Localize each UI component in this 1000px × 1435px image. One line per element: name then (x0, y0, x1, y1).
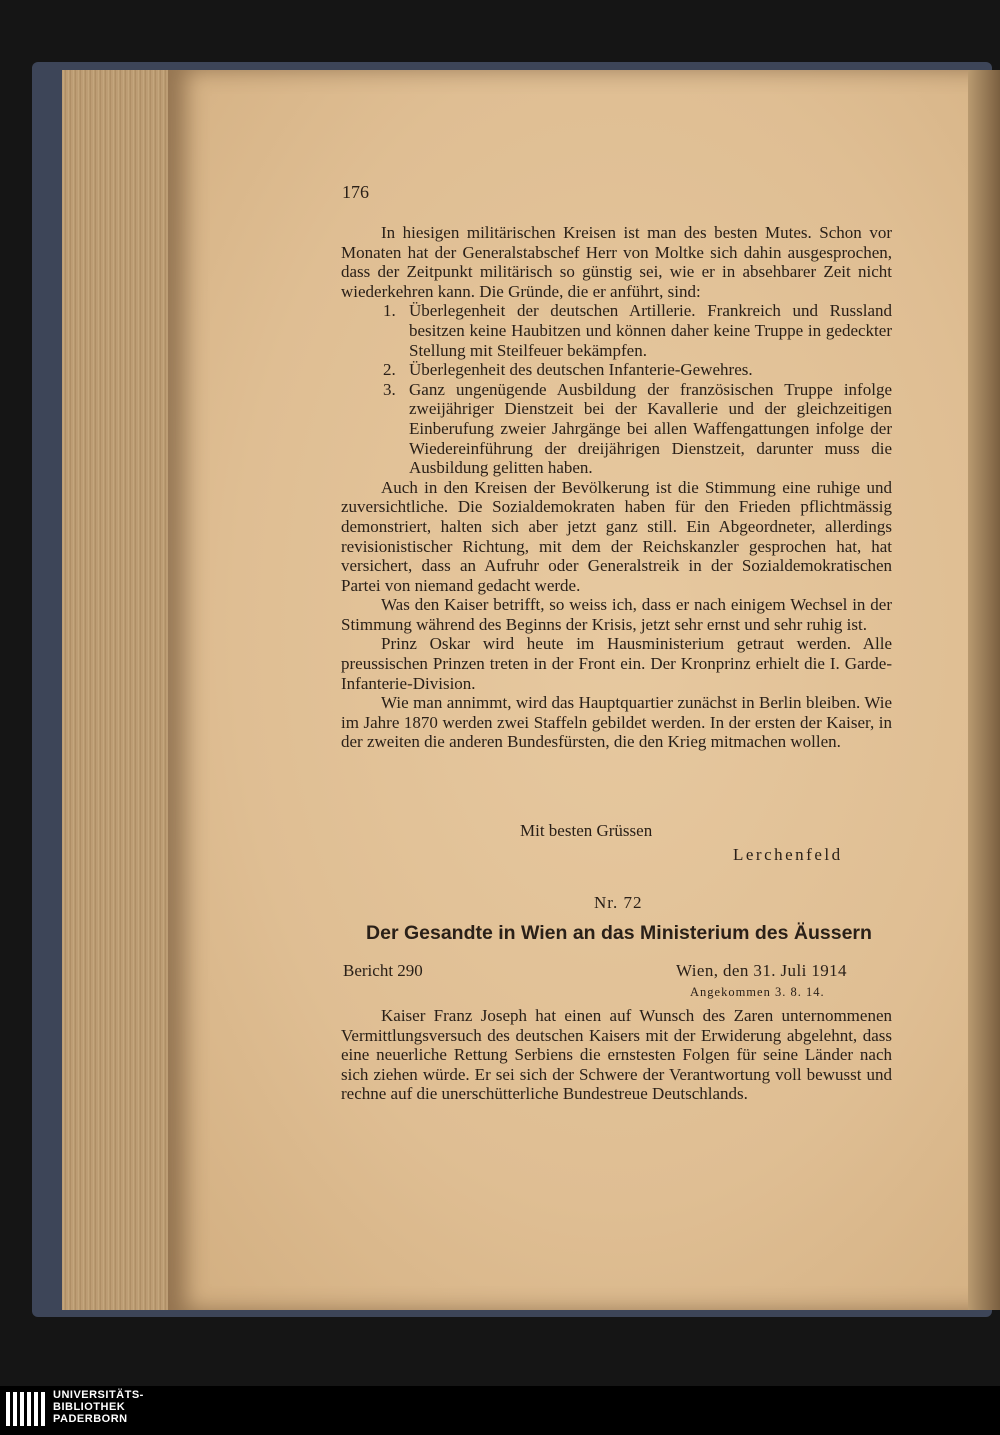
library-logo-icon (6, 1390, 46, 1430)
document-heading: Der Gesandte in Wien an das Ministerium des Äussern (366, 922, 872, 944)
received-date: Angekommen 3. 8. 14. (690, 985, 825, 999)
paragraph: Was den Kaiser betrifft, so weiss ich, dass er nach einigem Wechsel in der Stimmung während des Beginns der Krisis, jetzt sehr ernst und sehr ruhig ist. (341, 595, 892, 634)
list-text: Überlegenheit des deutschen Infanterie-Gewehres. (409, 360, 753, 380)
page-number: 176 (342, 182, 369, 202)
closing-greeting: Mit besten Grüssen (520, 821, 653, 840)
paragraph: In hiesigen militärischen Kreisen ist man des besten Mutes. Schon vor Monaten hat der Generalstabschef Herr von Moltke sich dahin ausgesprochen, dass der Zeitpunkt militärisch so günstig sei, wie er in absehbarer Zeit nicht wiederkehren kann. Die Gründe, die er anführt, sind: (341, 223, 892, 301)
list-item (383, 379, 892, 478)
logo-line: PADERBORN (53, 1413, 128, 1425)
report-number: Bericht 290 (343, 961, 423, 980)
list-text: Überlegenheit der deutschen Artillerie. Frankreich und Russland besitzen keine Haubitzen und können daher keine Truppe in gedeckter Stellung mit Steilfeuer bekämpfen. (409, 301, 892, 360)
signature: Lerchenfeld (733, 845, 843, 864)
logo-line: UNIVERSITÄTS- (53, 1389, 144, 1401)
paragraph: Prinz Oskar wird heute im Hausministerium getraut werden. Alle preussischen Prinzen treten in der Front ein. Der Kronprinz erhielt die I. Garde-Infanterie-Division. (341, 634, 892, 693)
list-number: 3. (383, 379, 396, 399)
reasons-list (341, 301, 892, 477)
paragraph: Auch in den Kreisen der Bevölkerung ist die Stimmung eine ruhige und zuversichtliche. Die Sozialdemokraten haben für den Frieden pflichtmässig demonstriert, halten sich aber jetzt ganz still. Ein Abgeordneter, allerdings revisionistischer Richtung, mit dem der Reichskanzler gesprochen hat, hat versichert, dass an Aufruhr oder Generalstreik in der Sozialdemokratischen Partei von niemand gedacht werde. (341, 477, 892, 595)
report-date: Wien, den 31. Juli 1914 (676, 961, 847, 980)
page-edges (62, 70, 182, 1310)
paragraph: Kaiser Franz Joseph hat einen auf Wunsch des Zaren unternommenen Vermittlungsversuch des deutschen Kaisers mit der Erwiderung abgelehnt, dass eine neuerliche Rettung Serbiens die ernstesten Folgen für seine Länder nach sich ziehen würde. Er sei sich der Schwere der Verantwortung voll bewusst und rechne auf die unerschütterliche Bundestreue Deutschlands. (341, 1006, 892, 1104)
library-logo-text (53, 1389, 144, 1425)
list-text: Ganz ungenügende Ausbildung der französischen Truppe infolge zweijähriger Dienstzeit bei der Kavallerie und der gleichzeitigen Einberufung zweier Jahrgänge bei allen Waffengattungen infolge der Wiedereinführung der dreijährigen Dienstzeit, darunter muss die Ausbildung gelitten haben. (409, 379, 892, 478)
letter-body (341, 223, 892, 752)
logo-line: BIBLIOTHEK (53, 1401, 126, 1413)
list-item (383, 301, 892, 360)
list-number: 1. (383, 301, 396, 321)
facing-page-edge (968, 70, 1000, 1310)
report-body (341, 1006, 892, 1104)
paragraph: Wie man annimmt, wird das Hauptquartier zunächst in Berlin bleiben. Wie im Jahre 1870 werden zwei Staffeln gebildet werden. In der ersten der Kaiser, in der zweiten die anderen Bundesfürsten, die den Krieg mitmachen wollen. (341, 693, 892, 752)
list-number: 2. (383, 360, 396, 380)
footer-bar (0, 1386, 1000, 1435)
document-number: Nr. 72 (594, 893, 643, 912)
list-item (383, 360, 892, 380)
